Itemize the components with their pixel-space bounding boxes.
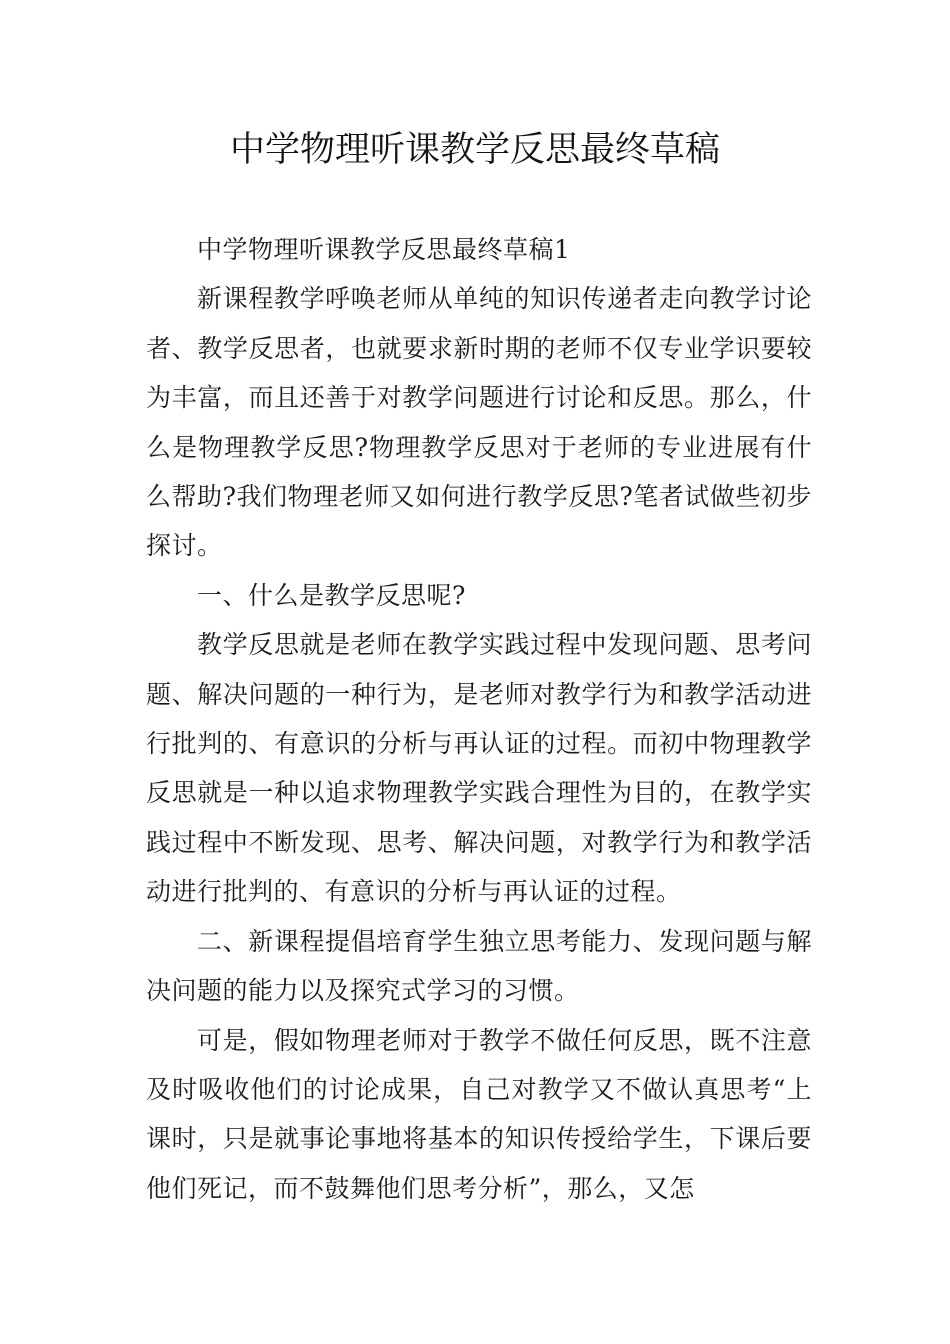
paragraph-subtitle: 中学物理听课教学反思最终草稿1 xyxy=(197,235,571,264)
section-heading-2: 二、新课程提倡培育学生独立思考能力、发现问题与解决问题的能力以及探究式学习的习惯。 xyxy=(146,926,812,1006)
paragraph-definition: 教学反思就是老师在教学实践过程中发现问题、思考问题、解决问题的一种行为，是老师对教学行为和教学活动进行批判的、有意识的分析与再认证的过程。而初中物理教学反思就是一种以追求物理教学实践合理性为目的，在教学实践过程中不断发现、思考、解决问题，对教学行为和教学活动进行批判的、有意识的分析与再认证的过程。 xyxy=(146,630,812,907)
section-heading-1: 一、什么是教学反思呢? xyxy=(197,580,466,610)
paragraph-intro: 新课程教学呼唤老师从单纯的知识传递者走向教学讨论者、教学反思者，也就要求新时期的老师不仅专业学识要较为丰富，而且还善于对教学问题进行讨论和反思。那么，什么是物理教学反思?物理教学反思对于老师的专业进展有什么帮助?我们物理老师又如何进行教学反思?笔者试做些初步探讨。 xyxy=(146,284,812,561)
document-title: 中学物理听课教学反思最终草稿 xyxy=(229,130,720,170)
paragraph-continuation: 可是，假如物理老师对于教学不做任何反思，既不注意及时吸收他们的讨论成果，自己对教学又不做认真思考“上课时，只是就事论事地将基本的知识传授给学生，下课后要他们死记，而不鼓舞他们思考分析”，那么，又怎 xyxy=(146,1025,812,1203)
document-body xyxy=(146,225,812,1213)
